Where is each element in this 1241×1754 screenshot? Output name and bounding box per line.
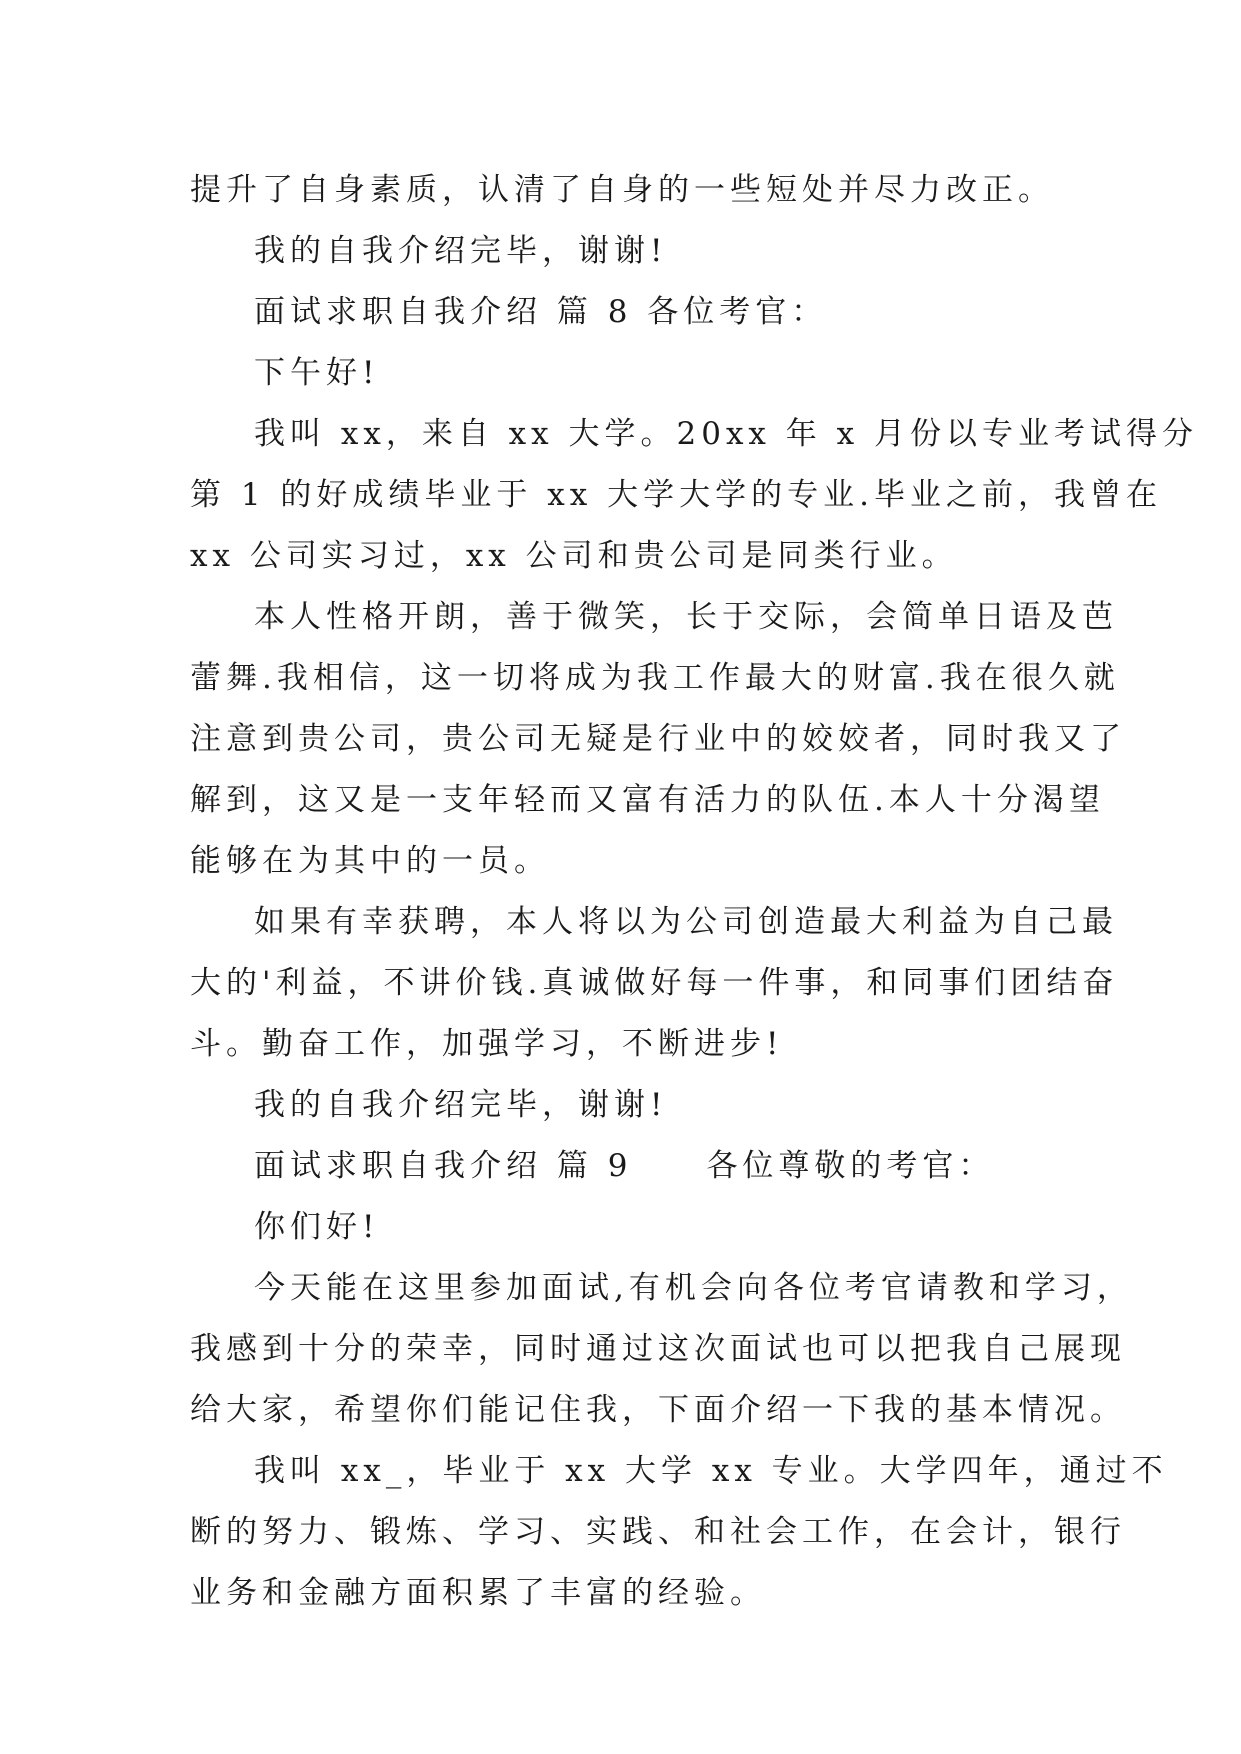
text-line: 本人性格开朗，善于微笑，长于交际，会简单日语及芭 [254, 599, 1118, 635]
text-line: xx 公司实习过，xx 公司和贵公司是同类行业。 [190, 538, 958, 574]
section-heading [190, 1136, 1055, 1197]
text-line: 斗。勤奋工作，加强学习，不断进步! [190, 1026, 784, 1062]
text-line: 我的自我介绍完毕，谢谢! [254, 1087, 668, 1123]
section-heading-salutation: 各位尊敬的考官： [706, 1148, 995, 1184]
text-line: 如果有幸获聘，本人将以为公司创造最大利益为自己最 [254, 904, 1118, 940]
text-line: 我的自我介绍完毕，谢谢! [254, 233, 668, 269]
document-body [190, 160, 1198, 1624]
section-heading-title: 面试求职自我介绍 篇 9 [254, 1148, 633, 1184]
text-line: 业务和金融方面积累了丰富的经验。 [190, 1575, 766, 1611]
text-line: 能够在为其中的一员。 [190, 843, 550, 879]
text-line: 第 1 的好成绩毕业于 xx 大学大学的专业.毕业之前，我曾在 [190, 477, 1162, 513]
greeting: 你们好! [254, 1209, 380, 1245]
text-line: 今天能在这里参加面试,有机会向各位考官请教和学习， [254, 1270, 1133, 1306]
text-line: 我叫 xx，来自 xx 大学。20xx 年 x 月份以专业考试得分 [254, 416, 1198, 452]
text-line: 提升了自身素质，认清了自身的一些短处并尽力改正。 [190, 172, 1054, 208]
greeting: 下午好! [254, 355, 380, 391]
text-line: 我感到十分的荣幸，同时通过这次面试也可以把我自己展现 [190, 1331, 1126, 1367]
text-line: 给大家，希望你们能记住我，下面介绍一下我的基本情况。 [190, 1392, 1126, 1428]
section-heading: 面试求职自我介绍 篇 8 各位考官： [254, 294, 828, 330]
text-line: 我叫 xx_，毕业于 xx 大学 xx 专业。大学四年，通过不 [254, 1453, 1168, 1489]
text-line: 蕾舞.我相信，这一切将成为我工作最大的财富.我在很久就 [190, 660, 1120, 696]
text-line: 断的努力、锻炼、学习、实践、和社会工作，在会计，银行 [190, 1514, 1126, 1550]
text-line: 注意到贵公司，贵公司无疑是行业中的姣姣者，同时我又了 [190, 721, 1126, 757]
text-line: 大的'利益，不讲价钱.真诚做好每一件事，和同事们团结奋 [190, 965, 1119, 1001]
text-line: 解到，这又是一支年轻而又富有活力的队伍.本人十分渴望 [190, 782, 1105, 818]
